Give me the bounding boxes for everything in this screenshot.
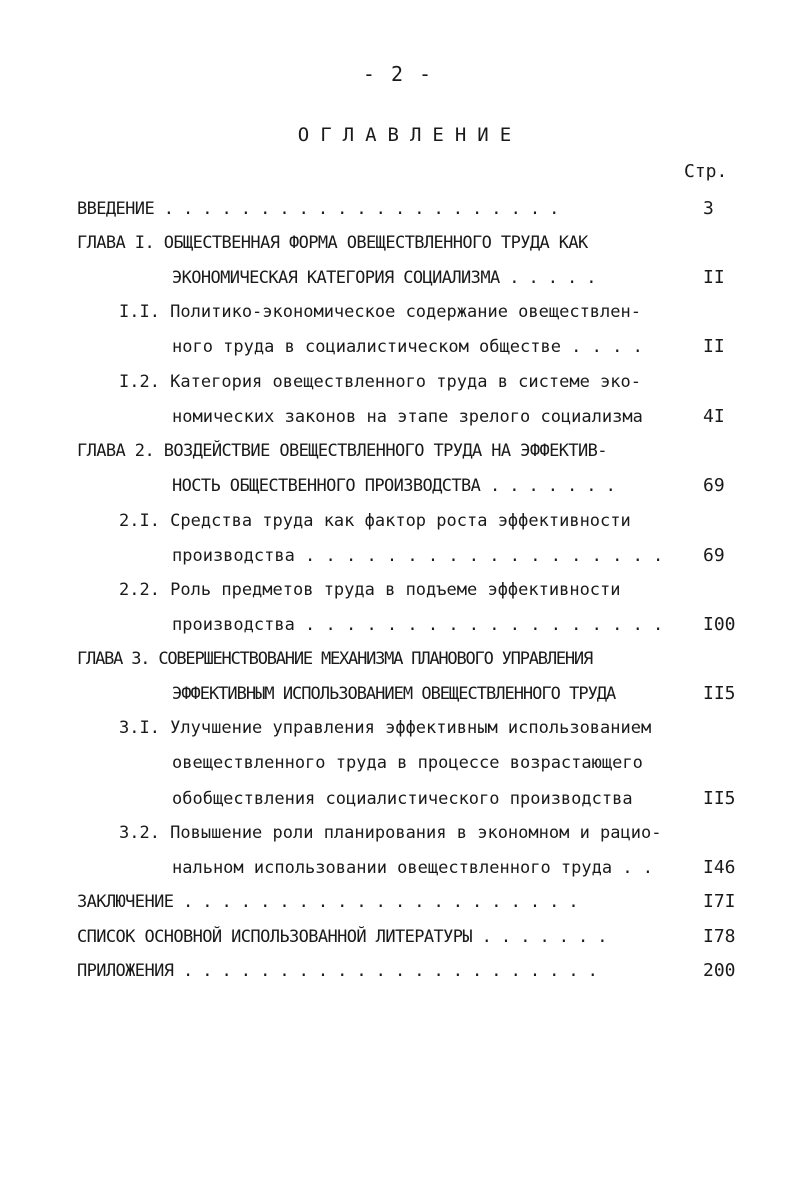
toc-line: НОСТЬ ОБЩЕСТВЕННОГО ПРОИЗВОДСТВА . . . . . . . [172,476,616,496]
toc-line: I.I. Политико-экономическое содержание овеществлен- [119,302,641,322]
toc-line: 2.I. Средства труда как фактор роста эффективности [119,511,631,531]
toc-line: ГЛАВА 3. СОВЕРШЕНСТВОВАНИЕ МЕХАНИЗМА ПЛАНОВОГО УПРАВЛЕНИЯ [77,649,592,669]
toc-line: 2.2. Роль предметов труда в подъеме эффективности [119,580,621,600]
toc-line: ГЛАВА I. ОБЩЕСТВЕННАЯ ФОРМА ОВЕЩЕСТВЛЕННОГО ТРУДА КАК [77,233,588,253]
toc-page: II [703,267,725,288]
toc-line: номических законов на этапе зрелого социализма [172,407,643,427]
toc-line: ЭКОНОМИЧЕСКАЯ КАТЕГОРИЯ СОЦИАЛИЗМА . . . . . [172,268,596,288]
toc-page: 3 [703,198,714,219]
toc-page: II5 [703,683,736,704]
toc-line: ЗАКЛЮЧЕНИЕ . . . . . . . . . . . . . . . . . . . . . [77,892,579,912]
toc-page: I78 [703,926,736,947]
toc-page: 69 [703,475,725,496]
toc-page: II [703,336,725,357]
toc-page: II5 [703,788,736,809]
toc-page: I7I [703,891,736,912]
toc-line: овеществленного труда в процессе возрастающего [172,753,643,773]
toc-line: производства . . . . . . . . . . . . . . . . . . [172,546,664,566]
toc-line: ПРИЛОЖЕНИЯ . . . . . . . . . . . . . . . . . . . . . . [77,961,598,981]
toc-line: СПИСОК ОСНОВНОЙ ИСПОЛЬЗОВАННОЙ ЛИТЕРАТУРЫ . . . . . . . [77,927,607,947]
toc-line: ного труда в социалистическом обществе . . . . [172,337,643,357]
pages-column-header: Стр. [684,161,728,182]
toc-line: ГЛАВА 2. ВОЗДЕЙСТВИЕ ОВЕЩЕСТВЛЕННОГО ТРУДА НА ЭФФЕКТИВ- [77,441,607,461]
toc-line: 3.2. Повышение роли планирования в экономном и рацио- [119,823,662,843]
toc-page: 4I [703,406,725,427]
toc-title: ОГЛАВЛЕНИЕ [297,124,523,146]
toc-line: производства . . . . . . . . . . . . . . . . . . [172,615,664,635]
toc-page: I46 [703,857,736,878]
toc-page: I00 [703,614,736,635]
page-number: - 2 - [362,62,434,86]
toc-line: нальном использовании овеществленного труда . . [172,858,654,878]
toc-line: ЭФФЕКТИВНЫМ ИСПОЛЬЗОВАНИЕМ ОВЕЩЕСТВЛЕННОГО ТРУДА [172,684,616,704]
toc-line: 3.I. Улучшение управления эффективным использованием [119,718,652,738]
toc-line: обобществления социалистического производства [172,789,633,809]
toc-line: ВВЕДЕНИЕ . . . . . . . . . . . . . . . . . . . . . [77,199,559,219]
toc-line: I.2. Категория овеществленного труда в системе эко- [119,372,641,392]
toc-page: 69 [703,545,725,566]
toc-page: 200 [703,960,736,981]
